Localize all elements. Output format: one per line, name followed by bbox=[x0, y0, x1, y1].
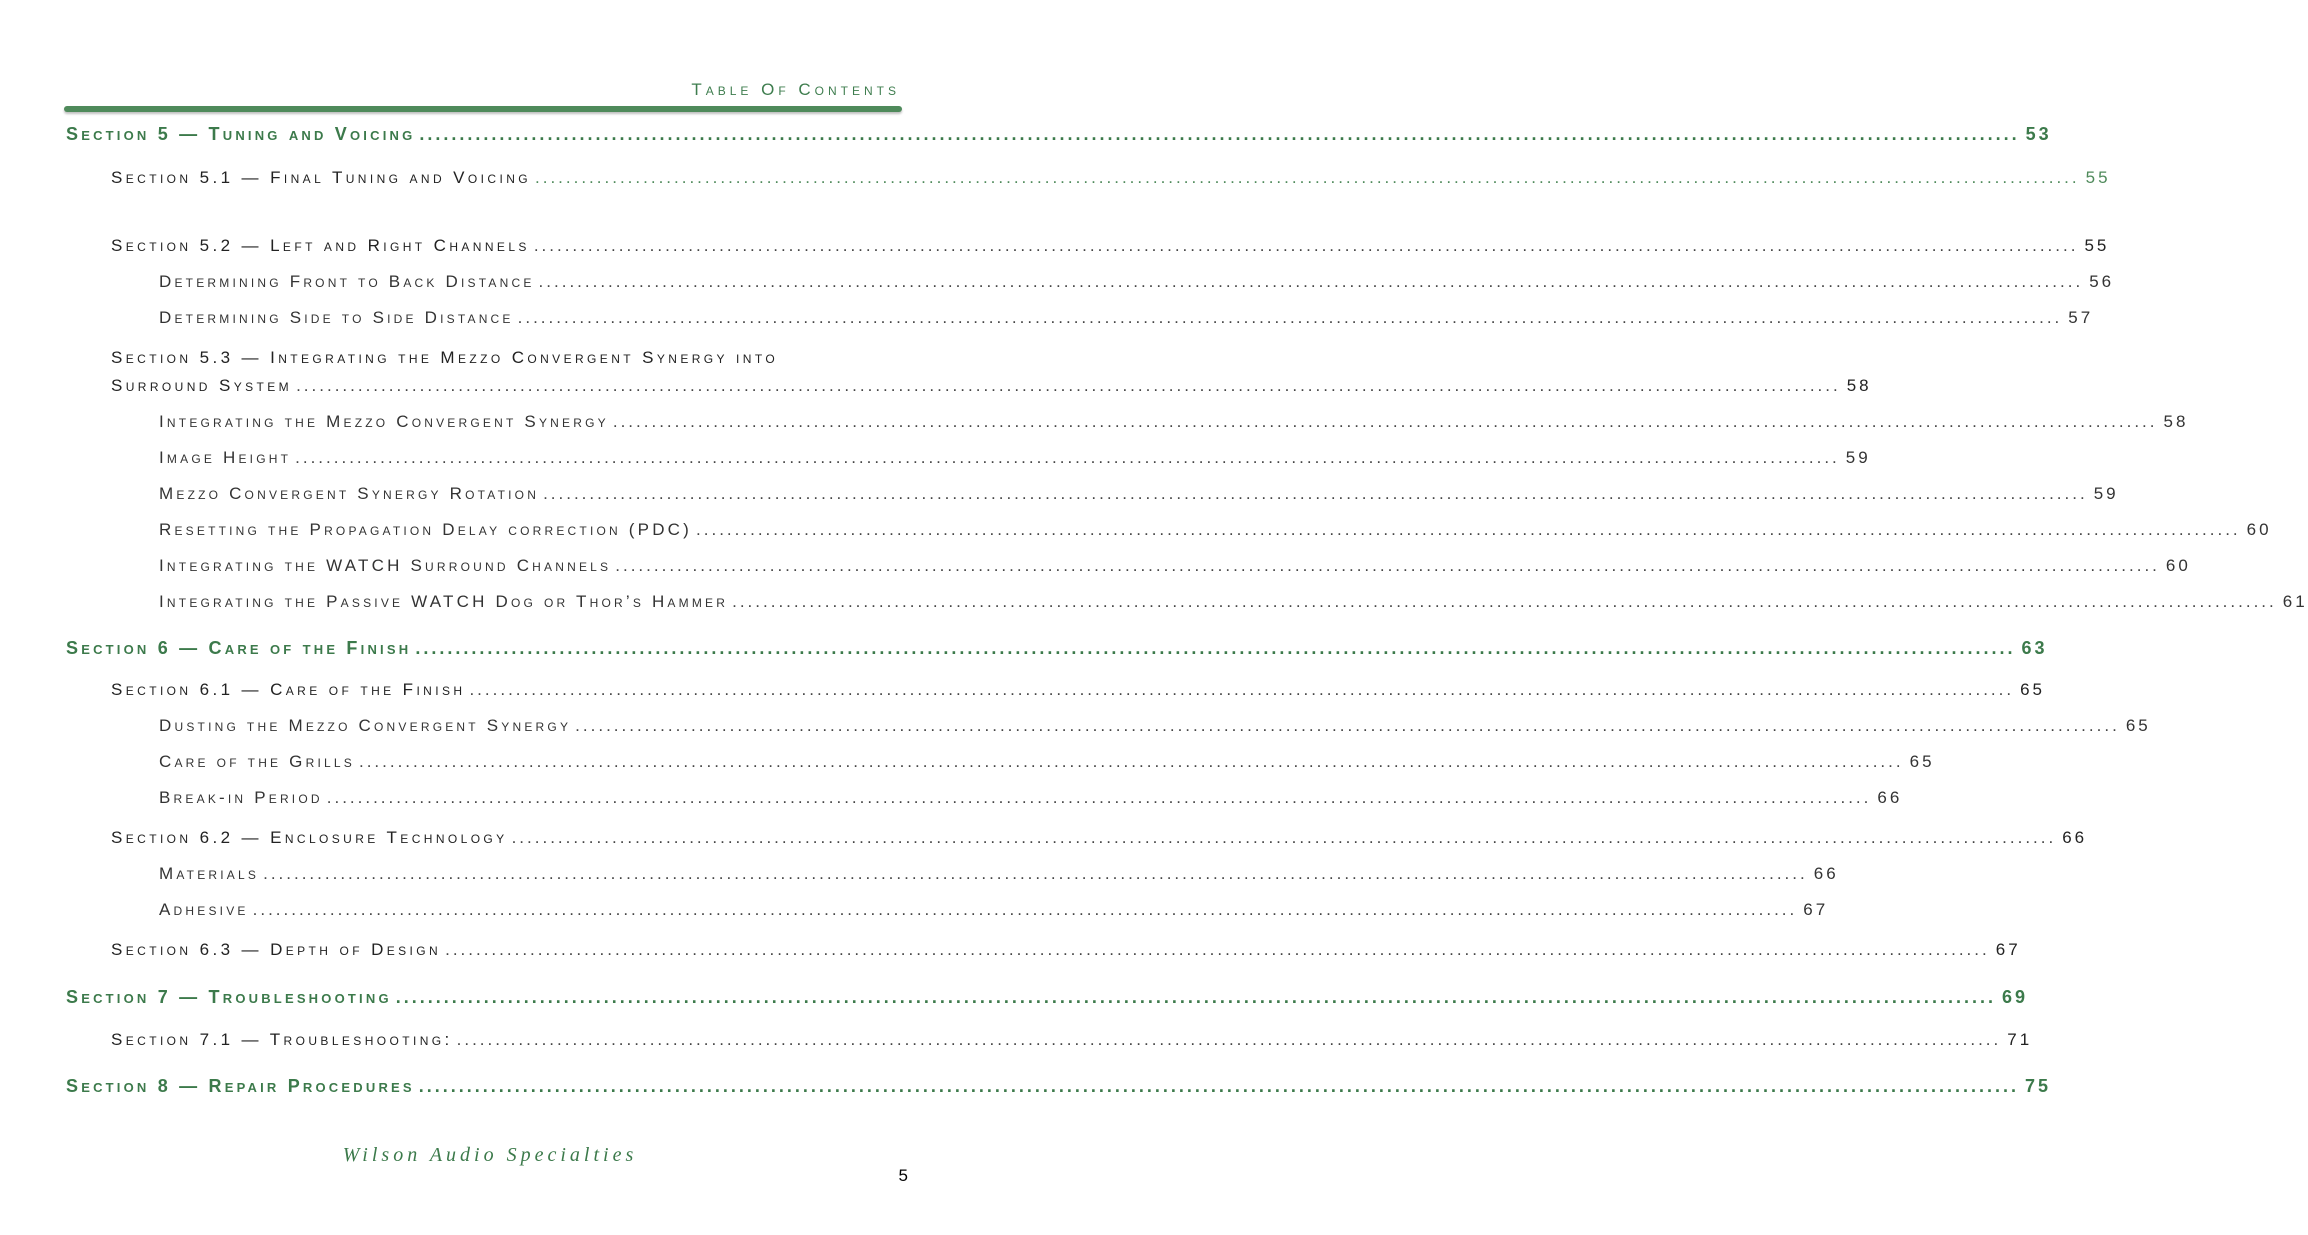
toc-page: 58 bbox=[2163, 412, 2189, 431]
toc-leader: ........................................................................................................................................................................................................ bbox=[395, 987, 1996, 1007]
toc-label: Image Height bbox=[159, 448, 292, 467]
toc-entry-pdc[interactable] bbox=[159, 520, 2272, 540]
toc-page: 65 bbox=[2020, 680, 2046, 699]
toc-page: 75 bbox=[2024, 1076, 2052, 1096]
toc-leader: ........................................................................................................................................................................................................ bbox=[517, 308, 2063, 327]
toc-entry-section-5-2[interactable] bbox=[111, 236, 2110, 256]
toc-label: Section 7.1 — Troubleshooting: bbox=[111, 1030, 453, 1049]
toc-entry-section-6[interactable] bbox=[66, 638, 2048, 659]
toc-entry-rotation[interactable] bbox=[159, 484, 2119, 504]
toc-entry-integrating-mezzo[interactable] bbox=[159, 412, 2189, 432]
toc-entry-section-6-2[interactable] bbox=[111, 828, 2088, 848]
toc-leader: ........................................................................................................................................................................................................ bbox=[326, 788, 1872, 807]
toc-leader: ........................................................................................................................................................................................................ bbox=[358, 752, 1904, 771]
toc-entry-section-8[interactable] bbox=[66, 1076, 2052, 1097]
header-rule bbox=[64, 106, 902, 112]
toc-entry-materials[interactable] bbox=[159, 864, 1839, 884]
toc-entry-break-in[interactable] bbox=[159, 788, 1903, 808]
toc-page: 56 bbox=[2089, 272, 2115, 291]
toc-entry-watch-dog[interactable] bbox=[159, 592, 2308, 612]
toc-page: 53 bbox=[2025, 124, 2052, 144]
toc-leader: ........................................................................................................................................................................................................ bbox=[469, 680, 2015, 699]
toc-label: Section 6.3 — Depth of Design bbox=[111, 940, 442, 959]
toc-label: Section 8 — Repair Procedures bbox=[66, 1076, 415, 1096]
toc-page: 65 bbox=[1909, 752, 1935, 771]
toc-entry-section-5[interactable] bbox=[66, 124, 2052, 145]
toc-label: Care of the Grills bbox=[159, 752, 355, 771]
toc-label: Section 6.1 — Care of the Finish bbox=[111, 680, 466, 699]
toc-leader: ........................................................................................................................................................................................................ bbox=[533, 236, 2079, 255]
toc-leader: ........................................................................................................................................................................................................ bbox=[612, 412, 2158, 431]
toc-leader: ........................................................................................................................................................................................................ bbox=[415, 638, 2016, 658]
toc-entry-section-7-1[interactable] bbox=[111, 1030, 2033, 1050]
toc-label: Determining Front to Back Distance bbox=[159, 272, 535, 291]
toc-page: 71 bbox=[2007, 1030, 2033, 1049]
toc-leader: ........................................................................................................................................................................................................ bbox=[615, 556, 2160, 575]
toc-leader: ........................................................................................................................................................................................................ bbox=[295, 448, 1840, 467]
toc-label: Materials bbox=[159, 864, 260, 883]
toc-label: Dusting the Mezzo Convergent Synergy bbox=[159, 716, 572, 735]
toc-leader: ........................................................................................................................................................................................................ bbox=[263, 864, 1808, 883]
toc-label: Section 5.1 — Final Tuning and Voicing bbox=[111, 168, 531, 187]
toc-label: Resetting the Propagation Delay correction (PDC) bbox=[159, 520, 693, 539]
toc-leader: ........................................................................................................................................................................................................ bbox=[296, 376, 1841, 395]
toc-page: 66 bbox=[1813, 864, 1839, 883]
toc-page: 58 bbox=[1846, 376, 1872, 395]
toc-label: Section 5.2 — Left and Right Channels bbox=[111, 236, 530, 255]
toc-leader: ........................................................................................................................................................................................................ bbox=[732, 592, 2277, 611]
toc-page: 63 bbox=[2021, 638, 2048, 658]
toc-label: Adhesive bbox=[159, 900, 249, 919]
page-number: 5 bbox=[898, 1166, 908, 1185]
toc-page: 67 bbox=[1803, 900, 1829, 919]
toc-entry-dusting[interactable] bbox=[159, 716, 2151, 736]
toc-label: Mezzo Convergent Synergy Rotation bbox=[159, 484, 540, 503]
toc-page: 60 bbox=[2246, 520, 2272, 539]
toc-leader: ........................................................................................................................................................................................................ bbox=[535, 168, 2080, 187]
toc-page: 61 bbox=[2282, 592, 2308, 611]
footer-brand: Wilson Audio Specialties bbox=[342, 1144, 638, 1166]
toc-label: Section 5 — Tuning and Voicing bbox=[66, 124, 416, 144]
toc-page: 67 bbox=[1995, 940, 2021, 959]
toc-page: 59 bbox=[2093, 484, 2119, 503]
toc-label: Integrating the WATCH Surround Channels bbox=[159, 556, 612, 575]
toc-entry-section-5-3[interactable] bbox=[111, 376, 1872, 396]
toc-label: Integrating the Mezzo Convergent Synergy bbox=[159, 412, 609, 431]
toc-label: Surround System bbox=[111, 376, 293, 395]
toc-entry-section-5-3-line1[interactable]: Section 5.3 — Integrating the Mezzo Convergent Synergy into bbox=[111, 348, 779, 367]
toc-leader: ........................................................................................................................................................................................................ bbox=[252, 900, 1798, 919]
toc-leader: ........................................................................................................................................................................................................ bbox=[418, 1076, 2019, 1096]
toc-entry-side-to-side[interactable] bbox=[159, 308, 2094, 328]
toc-label: Break-in Period bbox=[159, 788, 323, 807]
toc-leader: ........................................................................................................................................................................................................ bbox=[511, 828, 2057, 847]
toc-label: Section 7 — Troubleshooting bbox=[66, 987, 392, 1007]
toc-leader: ........................................................................................................................................................................................................ bbox=[696, 520, 2241, 539]
toc-label: Determining Side to Side Distance bbox=[159, 308, 514, 327]
toc-entry-section-6-3[interactable] bbox=[111, 940, 2021, 960]
toc-page: 55 bbox=[2085, 168, 2111, 187]
toc-entry-section-7[interactable] bbox=[66, 987, 2028, 1008]
toc-label: Integrating the Passive WATCH Dog or Thor’s Hammer bbox=[159, 592, 729, 611]
toc-leader: ........................................................................................................................................................................................................ bbox=[575, 716, 2120, 735]
toc-page: 59 bbox=[1845, 448, 1871, 467]
toc-entry-grills[interactable] bbox=[159, 752, 1935, 772]
toc-page: 60 bbox=[2165, 556, 2191, 575]
toc-entry-image-height[interactable] bbox=[159, 448, 1871, 468]
toc-leader: ........................................................................................................................................................................................................ bbox=[538, 272, 2084, 291]
toc-entry-adhesive[interactable] bbox=[159, 900, 1829, 920]
toc-page: 57 bbox=[2068, 308, 2094, 327]
toc-leader: ........................................................................................................................................................................................................ bbox=[456, 1030, 2002, 1049]
toc-page: 65 bbox=[2125, 716, 2151, 735]
toc-leader: ........................................................................................................................................................................................................ bbox=[419, 124, 2020, 144]
toc-page: 69 bbox=[2001, 987, 2028, 1007]
toc-leader: ........................................................................................................................................................................................................ bbox=[445, 940, 1990, 959]
toc-page: 55 bbox=[2084, 236, 2110, 255]
toc-leader: ........................................................................................................................................................................................................ bbox=[543, 484, 2088, 503]
toc-entry-front-to-back[interactable] bbox=[159, 272, 2115, 292]
toc-page: 66 bbox=[1877, 788, 1903, 807]
toc-entry-section-5-1[interactable] bbox=[111, 168, 2111, 188]
toc-page: 66 bbox=[2062, 828, 2088, 847]
toc-entry-watch-surround[interactable] bbox=[159, 556, 2191, 576]
toc-entry-section-6-1[interactable] bbox=[111, 680, 2046, 700]
toc-label: Section 6.2 — Enclosure Technology bbox=[111, 828, 508, 847]
toc-label: Section 6 — Care of the Finish bbox=[66, 638, 412, 658]
header-title: Table Of Contents bbox=[691, 80, 900, 99]
